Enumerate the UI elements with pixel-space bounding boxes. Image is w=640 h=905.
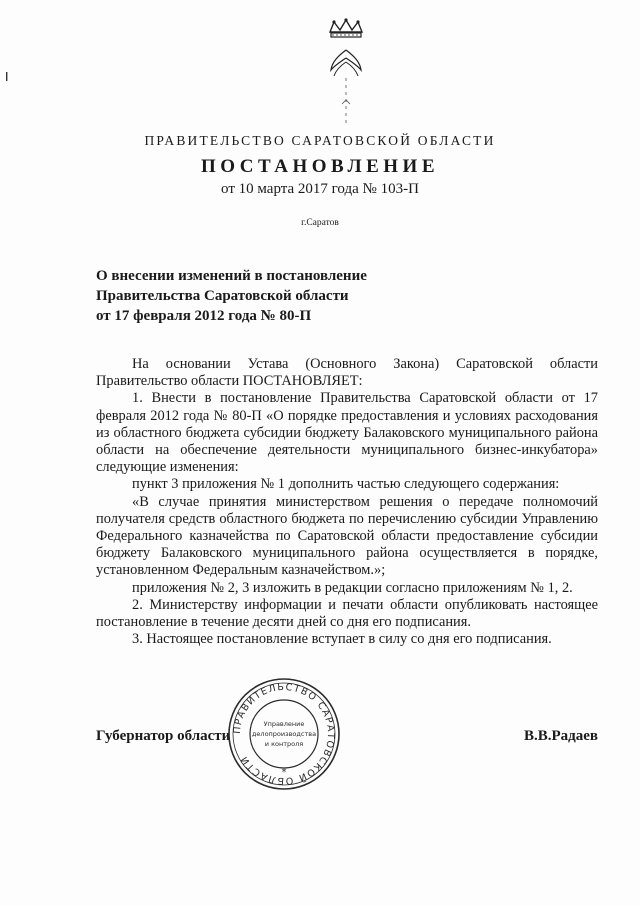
seal-inner-line: и контроля <box>264 740 304 748</box>
body-paragraph: «В случае принятия министерством решения о передаче полномочий получателя средств областного бюджета по перечислению субсидии Управлению Федерального казначейства по Саратовской области предоставление субсидии бюджету Балаковского муниципального района осуществляется в порядке, установленном Федеральным казначейством.»; <box>96 493 598 579</box>
seal-inner-line: Управление <box>263 720 305 728</box>
subject-line: О внесении изменений в постановление <box>96 268 367 284</box>
margin-mark <box>5 68 9 77</box>
body-paragraph: пункт 3 приложения № 1 дополнить частью следующего содержания: <box>132 476 560 493</box>
seal-ring-text: ПРАВИТЕЛЬСТВО САРАТОВСКОЙ ОБЛАСТИ <box>231 681 337 787</box>
government-name: ПРАВИТЕЛЬСТВО САРАТОВСКОЙ ОБЛАСТИ <box>144 133 496 148</box>
seal-inner-line: делопроизводства <box>251 730 317 738</box>
body-paragraph: 3. Настоящее постановление вступает в силу со дня его подписания. <box>132 631 552 648</box>
seal-graphic <box>226 676 342 792</box>
document-subject <box>96 266 456 326</box>
subject-line: Правительства Саратовской области <box>96 288 349 304</box>
city: г.Саратов <box>301 218 339 228</box>
body-paragraph: 1. Внести в постановление Правительства Саратовской области от 17 февраля 2012 года № 80-П «О порядке предоставления и условиях расходования из областного бюджета субсидии бюджету Балаковского муниципального района области на обеспечение деятельности муниципального бизнес-инкубатора» следующие изменения: <box>96 390 598 476</box>
official-seal <box>226 676 342 792</box>
body-paragraph: На основании Устава (Основного Закона) Саратовской области Правительство области ПОСТАНОВЛЯЕТ: <box>96 356 598 390</box>
crown-emblem-icon <box>322 18 370 128</box>
signatory-name: В.В.Радаев <box>524 728 599 744</box>
signatory-title: Губернатор области <box>96 728 231 744</box>
body-paragraph: приложения № 2, 3 изложить в редакции согласно приложениям № 1, 2. <box>132 579 573 596</box>
subject-line: от 17 февраля 2012 года № 80-П <box>96 308 312 324</box>
body-paragraph: 2. Министерству информации и печати области опубликовать настоящее постановление в течение десяти дней со дня его подписания. <box>96 596 598 631</box>
document-type: ПОСТАНОВЛЕНИЕ <box>200 156 440 177</box>
date-number: от 10 марта 2017 года № 103-П <box>221 181 419 197</box>
document-body <box>96 356 598 648</box>
svg-text:*: * <box>281 767 287 778</box>
